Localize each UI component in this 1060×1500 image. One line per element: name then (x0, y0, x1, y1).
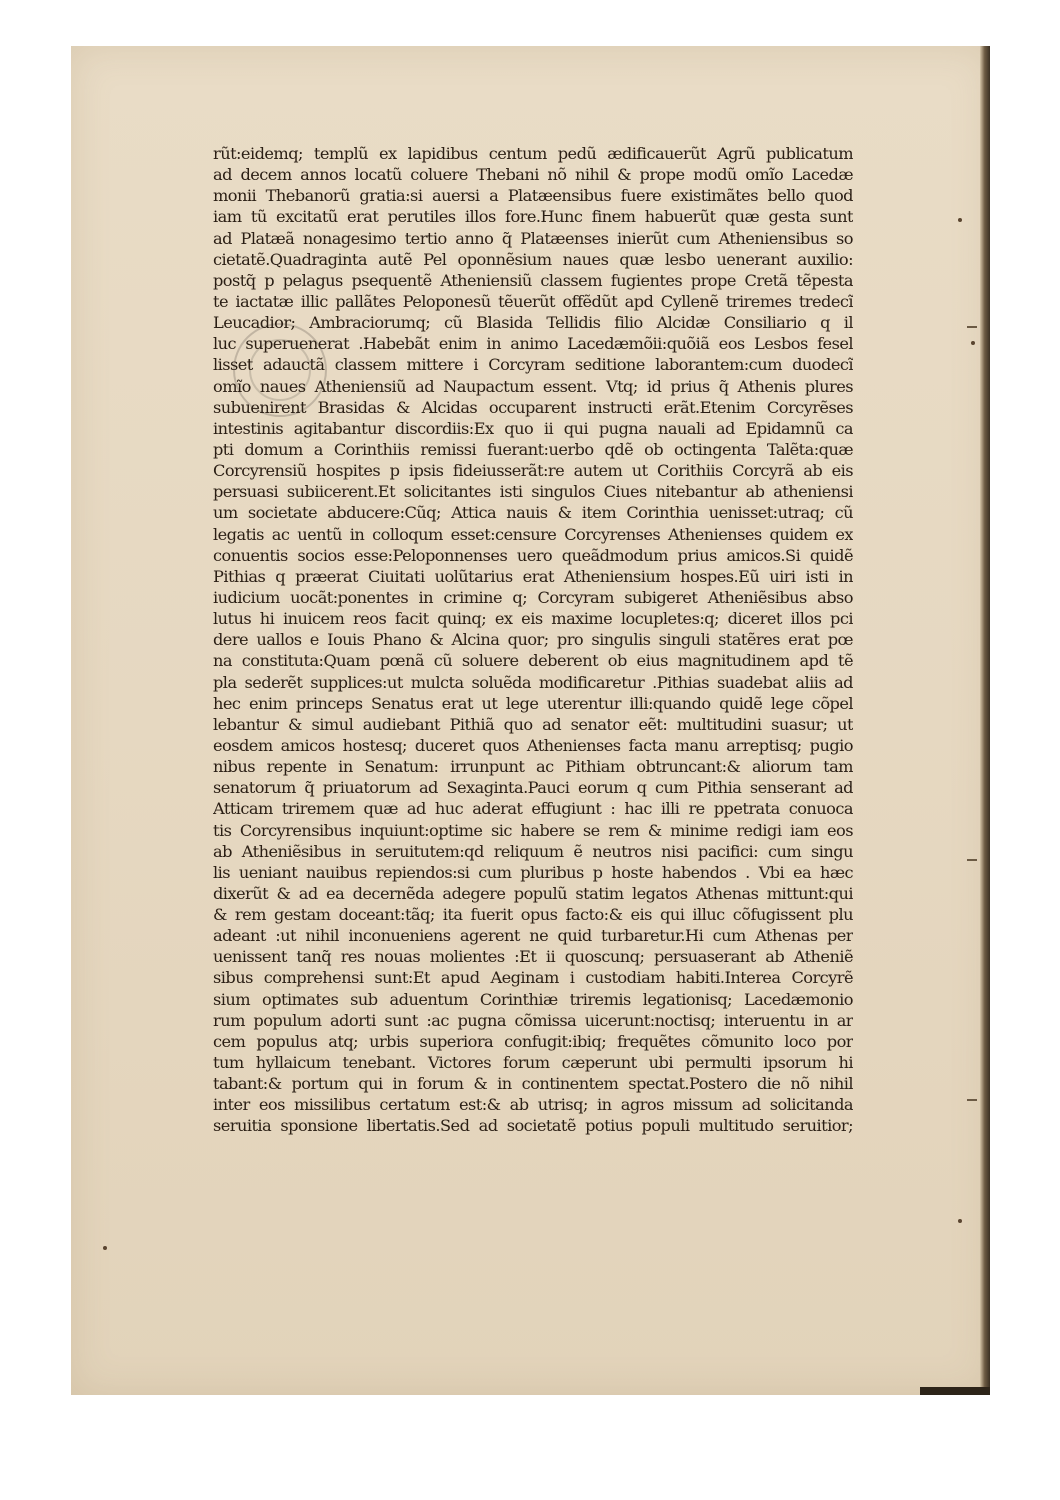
text-line: uenissent tanq̃ res nouas molientes :Et ii quoscunq; persuaserant ab Atheniẽ (213, 947, 853, 967)
text-line: Atticam triremem quæ ad huc aderat effugiunt : hac illi re ppetrata conuoca (213, 799, 853, 819)
text-line: tabant:& portum qui in forum & in continentem spectat.Postero die nõ nihil (213, 1074, 853, 1094)
text-line: omĩo naues Atheniensiũ ad Naupactum essent. Vtq; id prius q̃ Athenis plures (213, 376, 853, 396)
margin-tick (967, 1099, 977, 1101)
text-line: rũt:eidemq; templũ ex lapidibus centum pedũ ædificauerũt Agrũ publicatum (213, 144, 853, 163)
text-line: ad Platæã nonagesimo tertio anno q̃ Platæenses inierũt cum Atheniensibus so (213, 228, 853, 248)
text-line: iam tũ excitatũ erat perutiles illos fore.Hunc finem habuerũt quæ gesta sunt (213, 207, 853, 227)
text-line: Leucadior; Ambraciorumq; cũ Blasida Tellidis filio Alcidæ Consiliario q il (213, 313, 853, 333)
text-line: na constituta:Quam pœnã cũ soluere deberent ob eius magnitudinem apd tẽ (213, 651, 853, 671)
margin-speck (971, 341, 975, 345)
text-line: monii Thebanorũ gratia:si auersi a Platæensibus fuere existimãtes bello quod (213, 186, 853, 206)
text-line: hec enim princeps Senatus erat ut lege uterentur illi:quando quidẽ lege cõpel (213, 693, 853, 713)
text-line: rum populum adorti sunt :ac pugna cõmissa uicerunt:noctisq; interuentu in ar (213, 1010, 853, 1030)
text-line: sium optimates sub aduentum Corinthiæ triremis legationisq; Lacedæmonio (213, 989, 853, 1009)
text-line: dixerũt & ad ea decernẽda adegere populũ statim legatos Athenas mittunt:qui (213, 883, 853, 903)
text-line: um societate abducere:Cũq; Attica nauis & item Corinthia uenisset:utraq; cũ (213, 503, 853, 523)
text-line: adeant :ut nihil inconueniens agerent ne quid turbaretur.Hi cum Athenas per (213, 926, 853, 946)
text-line: Corcyrensiũ hospites p ipsis fideiusserãt:re autem ut Corithiis Corcyrã ab eis (213, 461, 853, 481)
text-line: lebantur & simul audiebant Pithiã quo ad senator eẽt: multitudini suasur; ut (213, 714, 853, 734)
text-line: iudicium uocãt:ponentes in crimine q; Corcyram subigeret Atheniẽsibus abso (213, 587, 853, 607)
text-line: luc superuenerat .Habebãt enim in animo Lacedæmõii:quõiã eos Lesbos fesel (213, 334, 853, 354)
text-line: persuasi subiicerent.Et solicitantes isti singulos Ciues nitebantur ab atheniensi (213, 482, 853, 502)
margin-tick (967, 326, 977, 328)
text-line: subuenirent Brasidas & Alcidas occuparent instructi erãt.Etenim Corcyrẽses (213, 397, 853, 417)
text-line: dere uallos e Iouis Phano & Alcina quor; pro singulis singuli statẽres erat pœ (213, 630, 853, 650)
text-line: nibus repente in Senatum: irrunpunt ac Pithiam obtruncant:& aliorum tam (213, 757, 853, 777)
text-line: ab Atheniẽsibus in seruitutem:qd reliquum ẽ neutros nisi pacifici: cum singu (213, 841, 853, 861)
text-line: inter eos missilibus certatum est:& ab utrisq; in agros missum ad solicitanda (213, 1095, 853, 1115)
text-line: legatis ac uentũ in colloqum esset:censure Corcyrenses Athenienses quidem ex (213, 524, 853, 544)
page-edge (980, 46, 990, 1395)
text-line: intestinis agitabantur discordiis:Ex quo ii qui pugna nauali ad Epidamnũ ca (213, 418, 853, 438)
text-line: tum hyllaicum tenebant. Victores forum cæperunt ubi permulti ipsorum hi (213, 1053, 853, 1073)
margin-speck (103, 1246, 107, 1250)
page-edge-shadow (920, 1387, 990, 1395)
text-line: te iactatæ illic pallãtes Peloponesũ tẽuerũt offẽdũt apd Cyllenẽ triremes tredecĩ (213, 291, 853, 311)
text-line: cietatẽ.Quadraginta autẽ Pel oponnẽsium naues quæ lesbo uenerant auxilio: (213, 249, 853, 269)
text-line: senatorum q̃ priuatorum ad Sexaginta.Pauci eorum q cum Pithia senserant ad (213, 778, 853, 798)
margin-speck (958, 1219, 962, 1223)
text-line: lis ueniant nauibus repiendos:si cum pluribus p hoste habendos . Vbi ea hæc (213, 862, 853, 882)
text-line: ad decem annos locatũ coluere Thebani nõ nihil & prope modũ omĩo Lacedæ (213, 165, 853, 185)
text-line: & rem gestam doceant:tãq; ita fuerit opus facto:& eis qui illuc cõfugissent plu (213, 905, 853, 925)
margin-speck (958, 218, 962, 222)
text-line: sibus comprehensi sunt:Et apud Aeginam i custodiam habiti.Interea Corcyrẽ (213, 968, 853, 988)
text-line: conuentis socios esse:Peloponnenses uero queãdmodum prius amicos.Si quidẽ (213, 545, 853, 565)
text-line: Pithias q præerat Ciuitati uolũtarius erat Atheniensium hospes.Eũ uiri isti in (213, 566, 853, 586)
margin-tick (967, 859, 977, 861)
text-line: cem populus atq; urbis superiora confugit:ibiq; frequẽtes cõmunito loco por (213, 1031, 853, 1051)
text-line: lutus hi inuicem reos facit quinq; ex eis maxime locupletes:q; diceret illos pci (213, 609, 853, 629)
text-line: postq̃ p pelagus psequentẽ Atheniensiũ classem fugientes prope Cretã tẽpesta (213, 270, 853, 290)
text-line: tis Corcyrensibus inquiunt:optime sic habere se rem & minime redigi iam eos (213, 820, 853, 840)
text-line: pla sederẽt supplices:ut mulcta soluẽda modificaretur .Pithias suadebat aliis ad (213, 672, 853, 692)
text-line: eosdem amicos hostesq; duceret quos Athenienses facta manu arreptisq; pugio (213, 735, 853, 755)
text-line: pti domum a Corinthiis remissi fuerant:uerbo qdẽ ob octingenta Talẽta:quæ (213, 439, 853, 459)
text-line: lisset adauctã classem mittere i Corcyram seditione laborantem:cum duodecĩ (213, 355, 853, 375)
text-block (213, 143, 853, 1137)
text-line: seruitia sponsione libertatis.Sed ad societatẽ potius populi multitudo seruitior; (213, 1116, 853, 1136)
